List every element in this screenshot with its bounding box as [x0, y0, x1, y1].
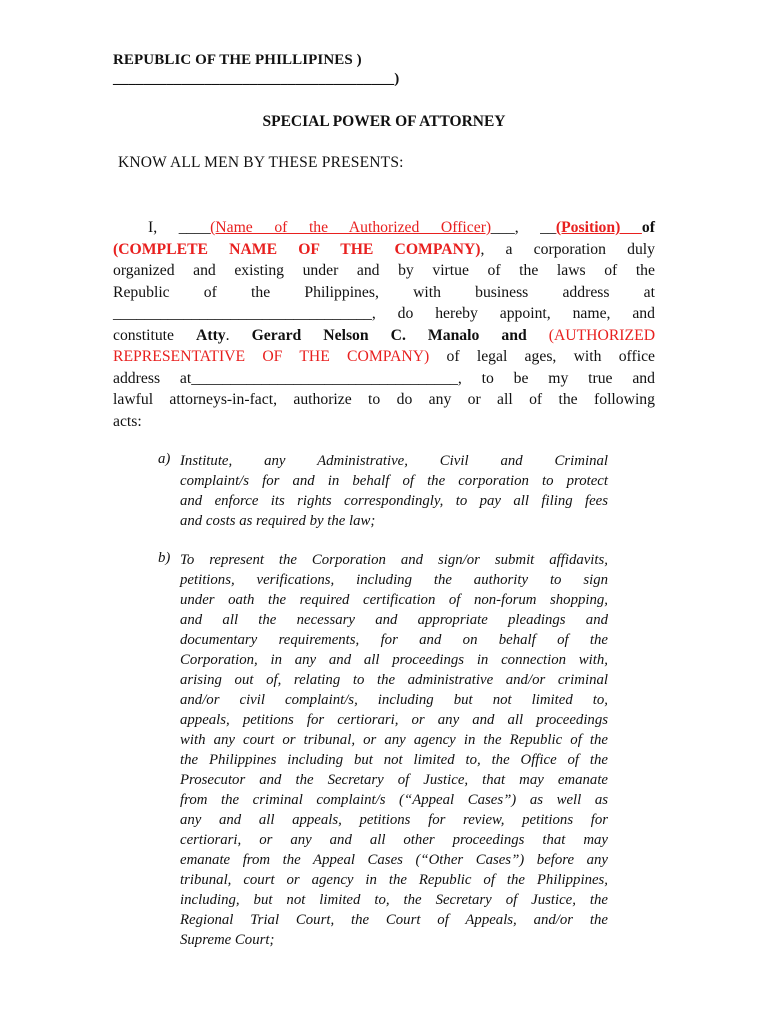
- list-item-line: appeals, petitions for certiorari, or any and all proceedings: [180, 712, 608, 728]
- list-item-line: tribunal, court or agency in the Republic of the Philippines,: [180, 872, 608, 888]
- list-item-line: documentary requirements, for and on behalf of the: [180, 632, 608, 648]
- body-line: address at__________________________________, to be my true and: [113, 369, 655, 387]
- know-all-men-line: KNOW ALL MEN BY THESE PRESENTS:: [118, 154, 404, 171]
- list-item-line: under oath the required certification of non-forum shopping,: [180, 592, 608, 608]
- list-item-line: with any court or tribunal, or any agency in the Republic of the: [180, 732, 608, 748]
- body-line: organized and existing under and by virtue of the laws of the: [113, 262, 655, 279]
- list-item-line: and all the necessary and appropriate pleadings and: [180, 612, 608, 628]
- list-item-label: a): [158, 451, 171, 467]
- list-item-line: Regional Trial Court, the Court of Appeals, and/or the: [180, 912, 608, 928]
- header-blank-line: _____________________________________): [113, 71, 400, 87]
- list-item: [158, 550, 608, 950]
- document-title: SPECIAL POWER OF ATTORNEY: [262, 113, 506, 130]
- body-line: lawful attorneys-in-fact, authorize to do any or all of the following: [113, 391, 655, 408]
- list-item-line: To represent the Corporation and sign/or submit affidavits,: [180, 552, 608, 568]
- list-item-line: Prosecutor and the Secretary of Justice, that may emanate: [180, 772, 608, 788]
- list-item-line: and/or civil complaint/s, including but not limited to,: [180, 692, 608, 708]
- list-item-line: the Philippines including but not limited to, the Office of the: [180, 752, 608, 768]
- body-line: I, ____(Name of the Authorized Officer)___, __(Position) of: [148, 219, 655, 236]
- list-item-line: Supreme Court;: [180, 932, 275, 948]
- list-item: [158, 451, 608, 531]
- authorized-representative-placeholder: (AUTHORIZED: [548, 326, 656, 344]
- body-line: constitute Atty. Gerard Nelson C. Manalo and (AUTHORIZED: [113, 326, 656, 344]
- list-item-line: petitions, verifications, including the authority to sign: [180, 572, 608, 588]
- company-name-placeholder: (COMPLETE NAME OF THE COMPANY): [113, 240, 481, 258]
- body-line: _________________________________, do hereby appoint, name, and: [113, 305, 655, 322]
- list-item-line: including, but not limited to, the Secretary of Justice, the: [180, 892, 608, 908]
- authorized-officer-placeholder: (Name of the Authorized Officer): [210, 219, 492, 236]
- list-item-line: and enforce its rights correspondingly, to pay all filing fees: [180, 493, 608, 509]
- list-item-line: Corporation, in any and all proceedings in connection with,: [180, 652, 608, 668]
- header-republic: REPUBLIC OF THE PHILLIPINES ): [113, 52, 362, 68]
- body-line: acts:: [113, 412, 142, 430]
- list-item-line: from the criminal complaint/s (“Appeal Cases”) as well as: [180, 792, 608, 808]
- position-placeholder: (Position): [555, 219, 642, 236]
- list-item-line: complaint/s for and in behalf of the corporation to protect: [180, 473, 608, 489]
- list-item-line: arising out of, relating to the administrative and/or criminal: [180, 672, 608, 688]
- body-line: REPRESENTATIVE OF THE COMPANY) of legal ages, with office: [113, 348, 655, 365]
- list-item-line: certiorari, or any and all other proceedings that may: [180, 832, 608, 848]
- list-item-label: b): [158, 550, 171, 566]
- list-item-line: any and all appeals, petitions for review, petitions for: [180, 812, 608, 828]
- list-item-line: Institute, any Administrative, Civil and Criminal: [180, 453, 608, 469]
- list-item-line: emanate from the Appeal Cases (“Other Cases”) before any: [180, 852, 608, 868]
- acts-list: [158, 451, 608, 950]
- body-line: Republic of the Philippines, with business address at: [113, 283, 655, 301]
- attorney-name: Gerard Nelson C. Manalo: [251, 326, 480, 344]
- body-line: (COMPLETE NAME OF THE COMPANY), a corporation duly: [113, 240, 655, 258]
- appointment-paragraph: [113, 217, 655, 432]
- list-item-line: and costs as required by the law;: [180, 513, 376, 529]
